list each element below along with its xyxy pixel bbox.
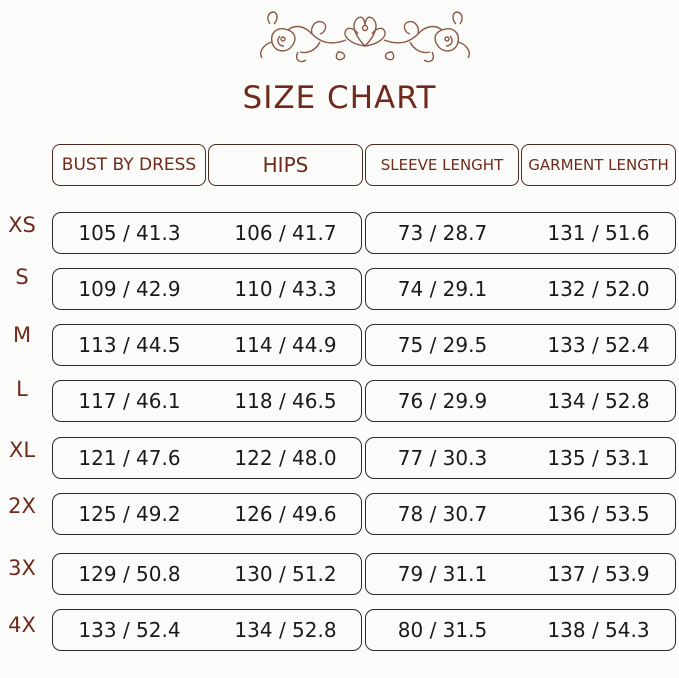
header-sleeve [365,144,519,186]
bust-cell: 109 / 42.9 [78,277,181,301]
header-hips-label: HIPS [262,153,309,177]
size-label: XL [8,438,36,462]
bust-cell: 105 / 41.3 [78,221,181,245]
header-sleeve-label: SLEEVE LENGHT [380,156,504,174]
garment-cell: 133 / 52.4 [547,333,650,357]
size-label: 4X [8,613,36,637]
sleeve-cell: 76 / 29.9 [397,389,488,413]
header-hips [208,144,363,186]
bust-cell: 113 / 44.5 [78,333,181,357]
header-garment-label: GARMENT LENGTH [528,156,669,174]
size-label: 2X [8,494,36,518]
sleeve-cell: 75 / 29.5 [397,333,488,357]
hips-cell: 134 / 52.8 [234,618,337,642]
bust-cell: 133 / 52.4 [78,618,181,642]
sleeve-cell: 77 / 30.3 [397,446,488,470]
hips-cell: 118 / 46.5 [234,389,337,413]
bust-cell: 121 / 47.6 [78,446,181,470]
header-garment [521,144,676,186]
bust-cell: 125 / 49.2 [78,502,181,526]
sleeve-cell: 80 / 31.5 [397,618,488,642]
sleeve-cell: 73 / 28.7 [397,221,488,245]
size-label: 3X [8,556,36,580]
size-label: L [16,377,28,401]
hips-cell: 126 / 49.6 [234,502,337,526]
bust-cell: 117 / 46.1 [78,389,181,413]
garment-cell: 134 / 52.8 [547,389,650,413]
floral-ornament-icon [250,6,480,68]
garment-cell: 132 / 52.0 [547,277,650,301]
size-label: M [12,323,32,347]
header-bust-label: BUST BY DRESS [61,155,197,175]
hips-cell: 130 / 51.2 [234,562,337,586]
sleeve-cell: 78 / 30.7 [397,502,488,526]
size-label: XS [8,213,36,237]
hips-cell: 110 / 43.3 [234,277,337,301]
garment-cell: 131 / 51.6 [547,221,650,245]
hips-cell: 122 / 48.0 [234,446,337,470]
header-bust [52,144,206,186]
bust-cell: 129 / 50.8 [78,562,181,586]
garment-cell: 135 / 53.1 [547,446,650,470]
garment-cell: 136 / 53.5 [547,502,650,526]
sleeve-cell: 74 / 29.1 [397,277,488,301]
garment-cell: 138 / 54.3 [547,618,650,642]
page-title: SIZE CHART [242,80,437,116]
garment-cell: 137 / 53.9 [547,562,650,586]
hips-cell: 114 / 44.9 [234,333,337,357]
hips-cell: 106 / 41.7 [234,221,337,245]
size-label: S [15,265,29,289]
sleeve-cell: 79 / 31.1 [397,562,488,586]
